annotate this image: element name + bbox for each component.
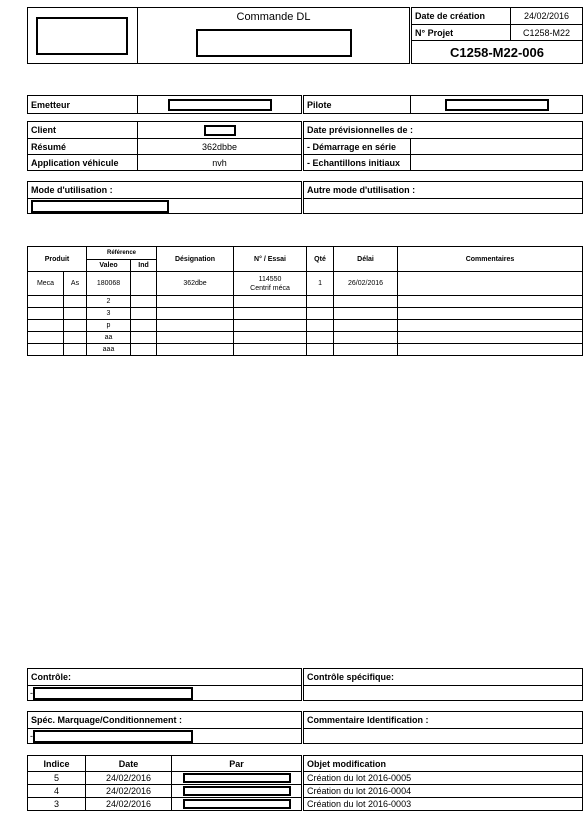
cell-qte xyxy=(307,320,334,332)
table-row xyxy=(28,332,583,344)
cell-essai xyxy=(234,332,307,344)
col-par: Par xyxy=(172,756,303,772)
cell-delai xyxy=(334,332,398,344)
projet-value: C1258-M22 xyxy=(511,25,583,41)
cell-sub xyxy=(64,308,87,320)
cell-date: 24/02/2016 xyxy=(86,785,172,798)
cell-date: 24/02/2016 xyxy=(86,798,172,811)
info-table-2 xyxy=(27,121,583,171)
client-label: Client xyxy=(28,122,138,139)
cell-essai xyxy=(234,308,307,320)
title-cell xyxy=(138,8,411,64)
cell-delai xyxy=(334,344,398,356)
cell-delai: 26/02/2016 xyxy=(334,272,398,296)
essai-description: Centrif méca xyxy=(250,284,290,292)
mode-table xyxy=(27,181,583,214)
col-delai: Délai xyxy=(334,247,398,272)
cell-par xyxy=(172,772,303,785)
cell-sub xyxy=(64,344,87,356)
redacted-title-field xyxy=(196,29,352,57)
cell-commentaires xyxy=(398,332,583,344)
controle-table xyxy=(27,668,583,701)
history-table xyxy=(27,755,583,811)
controle-label: Contrôle: xyxy=(28,669,303,686)
project-code: C1258-M22-006 xyxy=(411,41,583,64)
cell-sub xyxy=(64,332,87,344)
essai-number: 114550 xyxy=(258,275,282,283)
col-produit: Produit xyxy=(28,247,87,272)
cell-produit xyxy=(28,332,64,344)
cell-par xyxy=(172,798,303,811)
cell-designation xyxy=(157,320,234,332)
table-row xyxy=(28,785,583,798)
controle-dash: - xyxy=(30,687,33,698)
spec-table xyxy=(27,711,583,744)
cell-ind xyxy=(131,332,157,344)
cell-commentaires xyxy=(398,308,583,320)
cell-objet: Création du lot 2016-0005 xyxy=(303,772,583,785)
cell-indice: 5 xyxy=(28,772,86,785)
cell-designation: 362dbe xyxy=(157,272,234,296)
table-row xyxy=(28,272,583,296)
cell-essai xyxy=(234,320,307,332)
cell-indice: 4 xyxy=(28,785,86,798)
cell-valeo: aaa xyxy=(87,344,131,356)
cell-valeo: 180068 xyxy=(87,272,131,296)
redacted-spec xyxy=(33,730,193,743)
col-qte: Qté xyxy=(307,247,334,272)
cell-objet: Création du lot 2016-0004 xyxy=(303,785,583,798)
products-table xyxy=(27,246,583,356)
cell-par xyxy=(172,785,303,798)
pilote-label: Pilote xyxy=(303,96,411,114)
resume-label: Résumé xyxy=(28,139,138,155)
cell-designation xyxy=(157,308,234,320)
spec-marquage-label: Spéc. Marquage/Conditionnement : xyxy=(28,712,303,729)
emetteur-value xyxy=(138,96,303,114)
spec-dash: - xyxy=(30,730,33,741)
col-commentaires: Commentaires xyxy=(398,247,583,272)
autre-mode-label: Autre mode d'utilisation : xyxy=(303,182,583,199)
cell-produit xyxy=(28,320,64,332)
redacted-mode xyxy=(31,200,169,213)
cell-produit xyxy=(28,344,64,356)
cell-sub: As xyxy=(64,272,87,296)
col-objet: Objet modification xyxy=(303,756,583,772)
redacted-par xyxy=(183,786,291,796)
cell-indice: 3 xyxy=(28,798,86,811)
cell-essai xyxy=(234,296,307,308)
redacted-controle xyxy=(33,687,193,700)
demarrage-value xyxy=(411,139,583,155)
cell-qte xyxy=(307,308,334,320)
controle-value xyxy=(28,686,303,701)
cell-date: 24/02/2016 xyxy=(86,772,172,785)
table-row xyxy=(28,320,583,332)
cell-essai xyxy=(234,272,307,296)
info-table-1 xyxy=(27,95,583,114)
cell-ind xyxy=(131,344,157,356)
cell-essai xyxy=(234,344,307,356)
cell-designation xyxy=(157,332,234,344)
cell-commentaires xyxy=(398,344,583,356)
controle-specifique-value xyxy=(303,686,583,701)
cell-sub xyxy=(64,320,87,332)
autre-mode-value xyxy=(303,199,583,214)
cell-commentaires xyxy=(398,296,583,308)
cell-designation xyxy=(157,344,234,356)
cell-commentaires xyxy=(398,272,583,296)
redacted-emetteur xyxy=(168,99,272,111)
cell-valeo: 2 xyxy=(87,296,131,308)
commentaire-identification-value xyxy=(303,729,583,744)
mode-value xyxy=(28,199,303,214)
table-row xyxy=(28,296,583,308)
redacted-par xyxy=(183,799,291,809)
cell-commentaires xyxy=(398,320,583,332)
table-row xyxy=(28,344,583,356)
cell-designation xyxy=(157,296,234,308)
cell-qte xyxy=(307,296,334,308)
cell-ind xyxy=(131,272,157,296)
redacted-pilote xyxy=(445,99,549,111)
echantillons-value xyxy=(411,155,583,171)
cell-ind xyxy=(131,296,157,308)
table-row xyxy=(28,772,583,785)
cell-qte xyxy=(307,332,334,344)
cell-objet: Création du lot 2016-0003 xyxy=(303,798,583,811)
mode-label: Mode d'utilisation : xyxy=(28,182,303,199)
cell-ind xyxy=(131,320,157,332)
date-creation-value: 24/02/2016 xyxy=(511,8,583,25)
cell-produit xyxy=(28,308,64,320)
logo-cell xyxy=(28,8,138,64)
projet-label: N° Projet xyxy=(411,25,511,41)
resume-value: 362dbbe xyxy=(138,139,303,155)
demarrage-label: - Démarrage en série xyxy=(303,139,411,155)
col-reference: Référence xyxy=(87,247,157,260)
pilote-value xyxy=(411,96,583,114)
redacted-par xyxy=(183,773,291,783)
header-table xyxy=(27,7,583,64)
page-title: Commande DL xyxy=(236,11,311,23)
table-row xyxy=(28,308,583,320)
col-essai: N° / Essai xyxy=(234,247,307,272)
echantillons-label: - Echantillons initiaux xyxy=(303,155,411,171)
date-creation-label: Date de création xyxy=(411,8,511,25)
emetteur-label: Emetteur xyxy=(28,96,138,114)
cell-qte: 1 xyxy=(307,272,334,296)
cell-delai xyxy=(334,320,398,332)
client-value xyxy=(138,122,303,139)
cell-valeo: aa xyxy=(87,332,131,344)
cell-valeo: 3 xyxy=(87,308,131,320)
col-valeo: Valeo xyxy=(87,260,131,272)
cell-valeo: p xyxy=(87,320,131,332)
col-indice: Indice xyxy=(28,756,86,772)
col-ind: Ind xyxy=(131,260,157,272)
cell-qte xyxy=(307,344,334,356)
cell-ind xyxy=(131,308,157,320)
cell-delai xyxy=(334,296,398,308)
spec-marquage-value xyxy=(28,729,303,744)
redacted-client xyxy=(204,125,236,136)
cell-sub xyxy=(64,296,87,308)
cell-delai xyxy=(334,308,398,320)
application-label: Application véhicule xyxy=(28,155,138,171)
controle-specifique-label: Contrôle spécifique: xyxy=(303,669,583,686)
cell-produit xyxy=(28,296,64,308)
redacted-logo xyxy=(36,17,128,55)
col-designation: Désignation xyxy=(157,247,234,272)
commentaire-identification-label: Commentaire Identification : xyxy=(303,712,583,729)
cell-produit: Meca xyxy=(28,272,64,296)
col-date: Date xyxy=(86,756,172,772)
table-row xyxy=(28,798,583,811)
application-value: nvh xyxy=(138,155,303,171)
date-prev-label: Date prévisionnelles de : xyxy=(303,122,583,139)
